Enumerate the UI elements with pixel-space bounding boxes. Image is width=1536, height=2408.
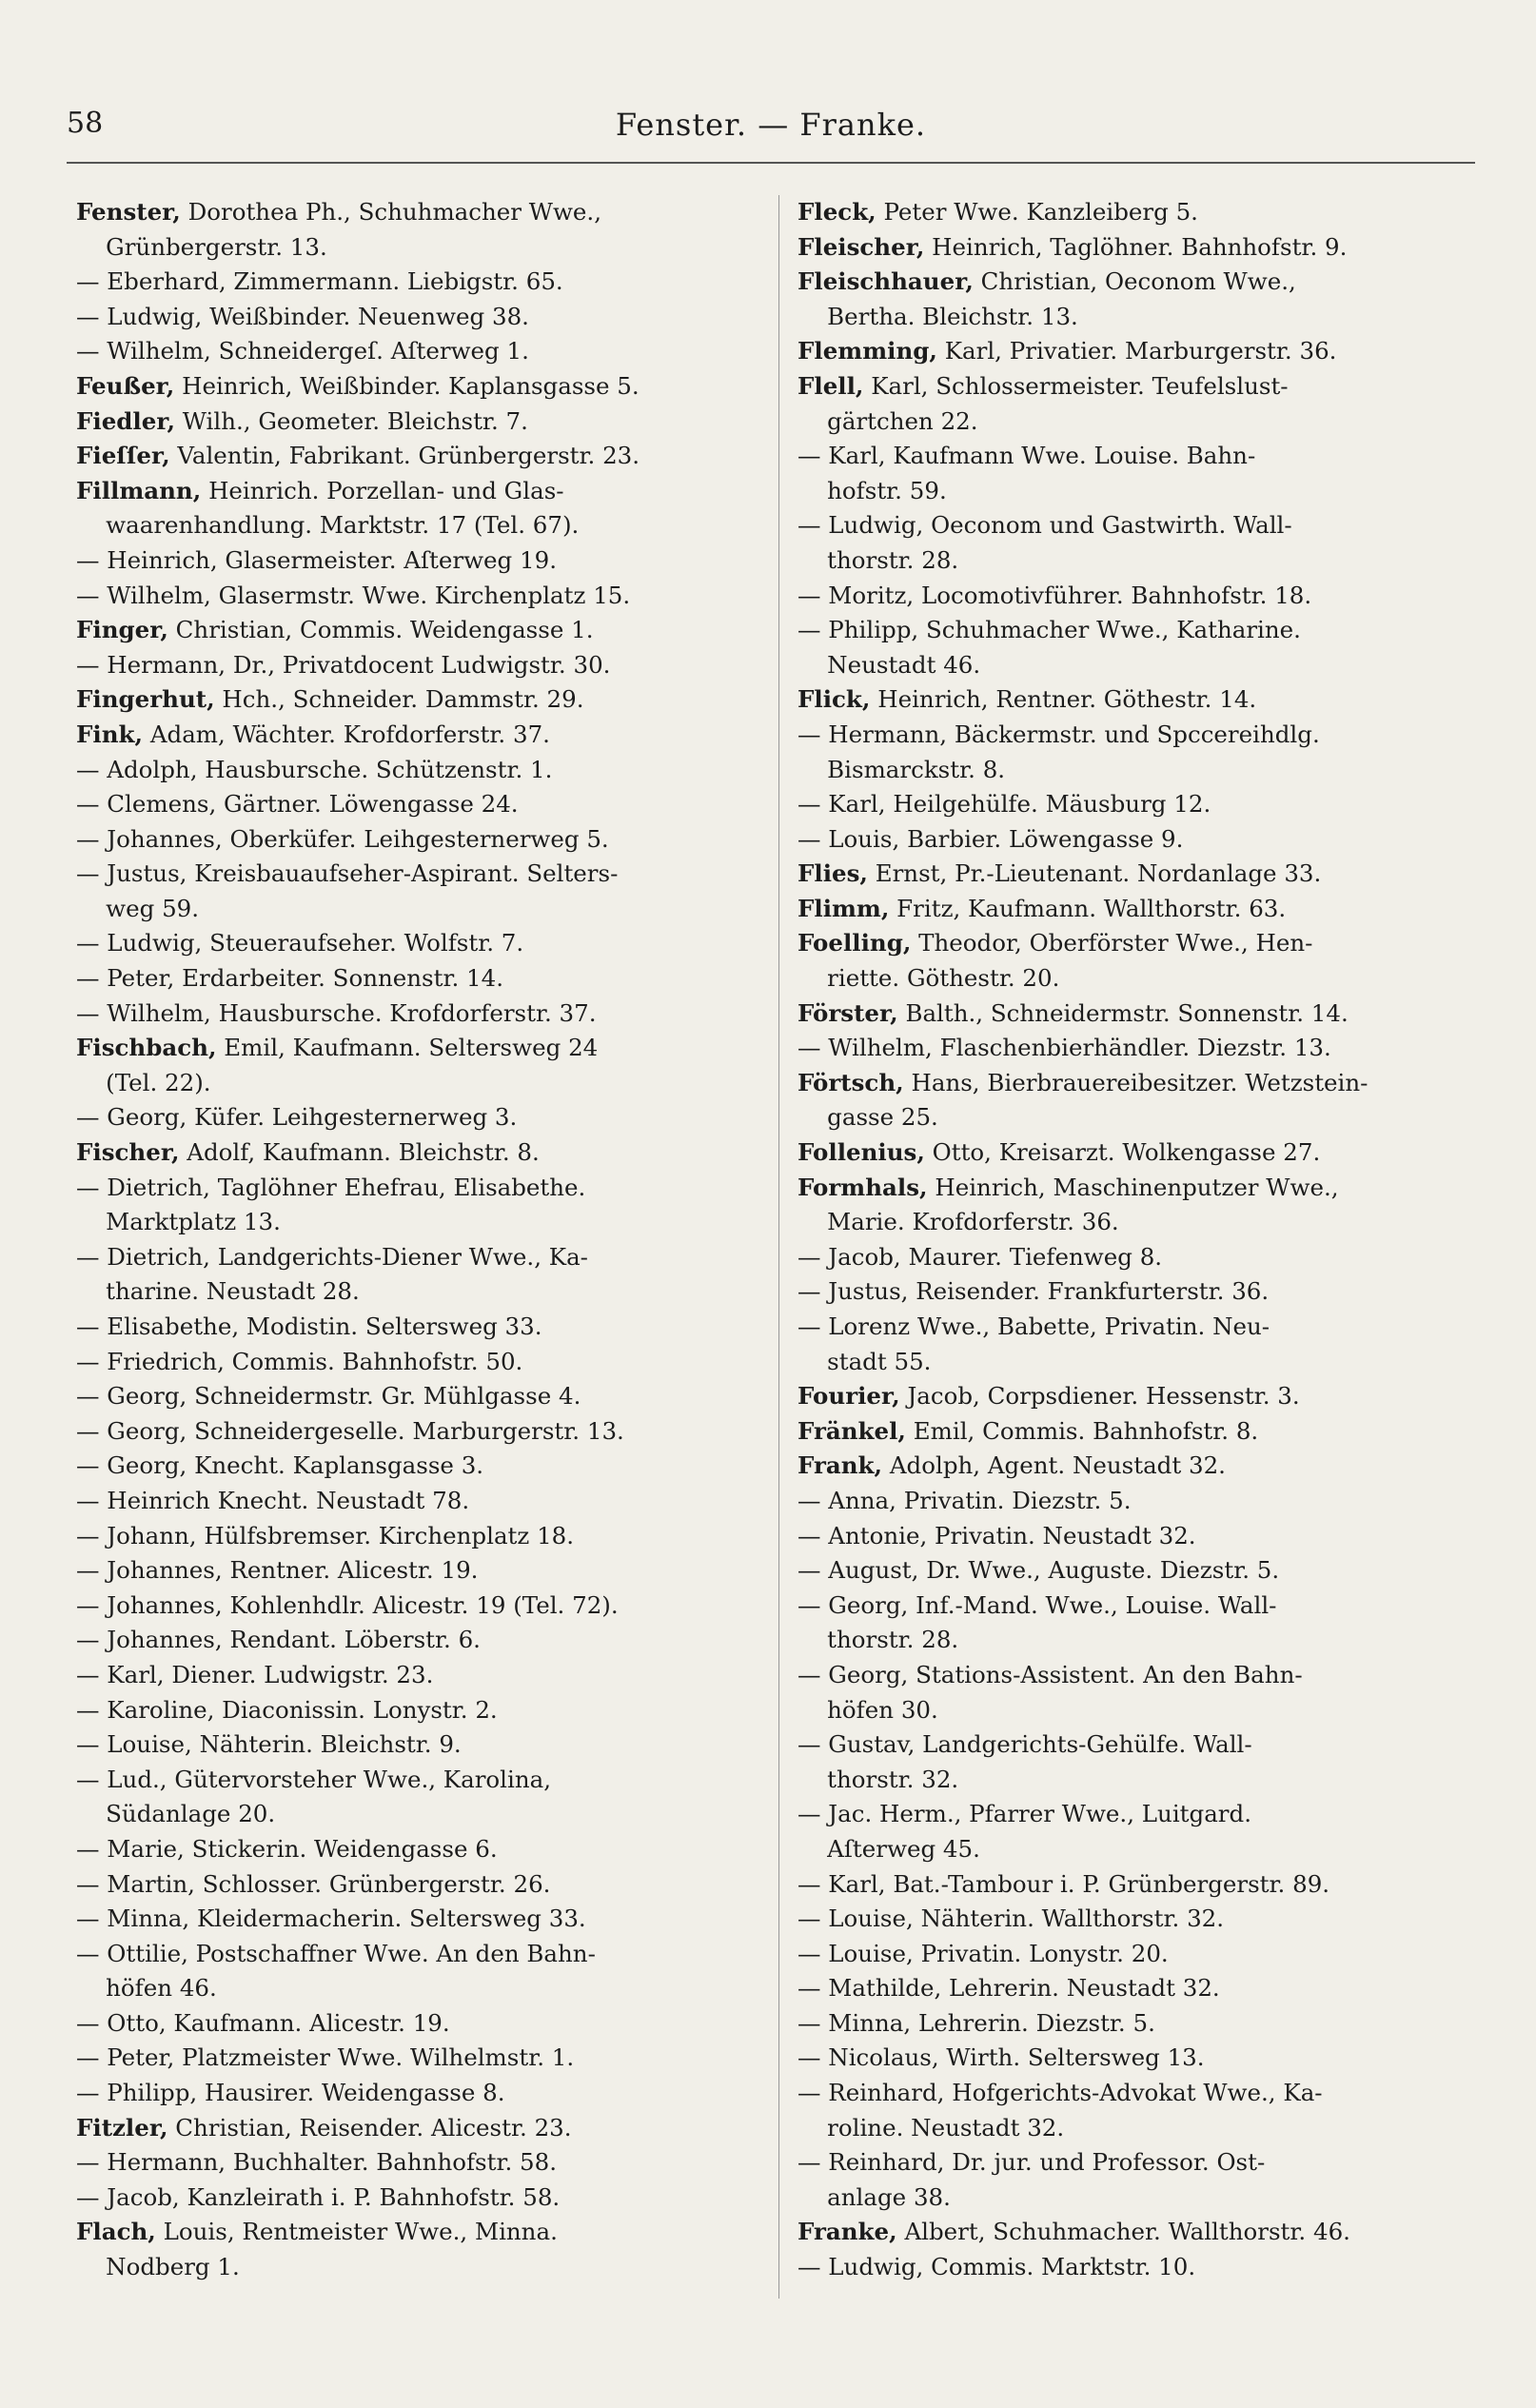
entry-text: — Hermann, Buchhalter. Bahnhofstr. 58. [76,2148,558,2177]
entry-text: — Jac. Herm., Pfarrer Wwe., Luitgard. [798,1800,1251,1828]
entry-text: — Johann, Hülfsbremser. Kirchenplatz 18. [76,1521,575,1549]
entry-text: höfen 30. [798,1695,938,1724]
surname-heading: Flimm, [798,894,890,922]
entry-text: thorstr. 28. [798,545,959,574]
directory-entry-line [76,1135,761,1171]
directory-entry-line [798,369,1483,405]
directory-entry-line [798,892,1483,927]
entry-text: — Justus, Kreisbauaufseher-Aspirant. Selters- [76,859,619,888]
entry-text: — Georg, Schneidergeselle. Marburgerstr. 13. [76,1416,624,1445]
entry-text: gasse 25. [798,1103,938,1132]
directory-entry-line [798,961,1483,997]
directory-entry-line [798,1031,1483,1066]
directory-entry-line [798,1763,1483,1798]
surname-heading: Formhals, [798,1173,928,1201]
directory-entry-line [76,2181,761,2216]
entry-text: — Ludwig, Commis. Marktstr. 10. [798,2253,1196,2281]
surname-heading: Fleischer, [798,232,925,261]
surname-heading: Fitzler, [76,2113,168,2142]
directory-entry-line [798,1379,1483,1414]
entry-text: stadt 55. [798,1347,932,1375]
directory-entry-line [798,1832,1483,1867]
directory-entry-line [76,369,761,405]
header-rule [67,162,1475,164]
directory-entry-line [76,2006,761,2042]
directory-entry-line [798,648,1483,683]
entry-text: — Justus, Reisender. Frankfurterstr. 36. [798,1277,1270,1306]
directory-entry-line [798,1484,1483,1519]
directory-entry-line [798,2215,1483,2250]
directory-entry-line [798,2145,1483,2181]
entry-text: — Friedrich, Commis. Bahnhofstr. 50. [76,1347,523,1375]
entry-text: — Ottilie, Postschaffner Wwe. An den Bahn- [76,1939,596,1967]
directory-entry-line [798,265,1483,300]
entry-text: Adolph, Agent. Neustadt 32. [882,1451,1226,1480]
directory-entry-line [76,1171,761,1206]
directory-entry-line [798,334,1483,369]
directory-entry-line [798,1867,1483,1903]
directory-entry-line [76,1100,761,1135]
entry-text: (Tel. 22). [76,1068,211,1096]
entry-text: thorstr. 28. [798,1626,959,1654]
entry-text: tharine. Neustadt 28. [76,1277,360,1306]
entry-text: Karl, Schlossermeister. Teufelslust- [863,371,1289,400]
entry-text: Karl, Privatier. Marburgerstr. 36. [936,337,1337,365]
surname-heading: Fleischhauer, [798,267,974,296]
entry-text: Heinrich, Rentner. Göthestr. 14. [870,685,1257,714]
entry-text: waarenhandlung. Marktstr. 17 (Tel. 67). [76,511,580,540]
entry-text: — Ludwig, Steueraufseher. Wolfstr. 7. [76,929,524,957]
entry-text: — Wilhelm, Schneidergeſ. Aſterweg 1. [76,337,529,365]
directory-entry-line [76,997,761,1032]
entry-text: Emil, Commis. Bahnhofstr. 8. [905,1416,1259,1445]
entry-text: anlage 38. [798,2182,951,2211]
directory-entry-line [76,1553,761,1589]
directory-entry-line [798,1171,1483,1206]
entry-text: — Karl, Kaufmann Wwe. Louise. Bahn- [798,442,1256,470]
entry-text: Fritz, Kaufmann. Wallthorstr. 63. [889,894,1287,922]
surname-heading: Förtsch, [798,1068,904,1096]
directory-entry-line [76,1240,761,1275]
entry-text: — Karl, Bat.-Tambour i. P. Grünbergerstr. 89. [798,1869,1330,1898]
entry-text: Heinrich, Taglöhner. Bahnhofstr. 9. [924,232,1348,261]
directory-entry-line [76,892,761,927]
directory-entry-line [798,1240,1483,1275]
entry-text: — Dietrich, Landgerichts-Diener Wwe., Ka- [76,1242,588,1271]
entry-text: — Ludwig, Oeconom und Gastwirth. Wall- [798,511,1292,540]
directory-entry-line [798,579,1483,614]
entry-text: Valentin, Fabrikant. Grünbergerstr. 23. [169,442,640,470]
directory-entry-line [76,822,761,858]
left-column [76,195,761,2285]
entry-text: — Eberhard, Zimmermann. Liebigstr. 65. [76,267,563,296]
entry-text: — Louise, Nähterin. Bleichstr. 9. [76,1730,462,1759]
entry-text: Adolf, Kaufmann. Bleichstr. 8. [179,1138,540,1167]
directory-entry-line [798,1205,1483,1240]
directory-entry-line [76,1623,761,1658]
entry-text: Theodor, Oberförster Wwe., Hen- [911,929,1313,957]
entry-text: — Anna, Privatin. Diezstr. 5. [798,1486,1132,1514]
directory-entry-line [798,2250,1483,2285]
entry-text: — Ludwig, Weißbinder. Neuenweg 38. [76,302,529,330]
surname-heading: Flick, [798,685,871,714]
entry-text: Otto, Kreisarzt. Wolkengasse 27. [924,1138,1321,1167]
directory-entry-line [798,1902,1483,1937]
directory-entry-line [798,1066,1483,1101]
directory-entry-line [76,543,761,579]
directory-entry-line [76,1484,761,1519]
entry-text: — Johannes, Rendant. Löberstr. 6. [76,1626,481,1654]
directory-entry-line [76,1902,761,1937]
surname-heading: Fiedler, [76,406,175,435]
directory-entry-line [76,2041,761,2076]
entry-text: — Heinrich Knecht. Neustadt 78. [76,1486,470,1514]
surname-heading: Flell, [798,371,864,400]
entry-text: Louis, Rentmeister Wwe., Minna. [155,2218,558,2246]
entry-text: Aſterweg 45. [798,1834,980,1863]
directory-entry-line [798,2041,1483,2076]
entry-text: riette. Göthestr. 20. [798,964,1060,993]
entry-text: — Hermann, Bäckermstr. und Spccereihdlg. [798,720,1320,748]
surname-heading: Fränkel, [798,1416,906,1445]
directory-entry-line [76,1066,761,1101]
directory-entry-line [76,1832,761,1867]
directory-entry-line [76,439,761,474]
directory-entry-line [76,1763,761,1798]
directory-entry-line [798,682,1483,718]
entry-text: Nodberg 1. [76,2253,240,2281]
directory-entry-line [76,508,761,543]
surname-heading: Fillmann, [76,476,202,504]
entry-text: — Minna, Lehrerin. Diezstr. 5. [798,2008,1155,2037]
surname-heading: Flemming, [798,337,937,365]
entry-text: Hans, Bierbrauereibesitzer. Wetzstein- [903,1068,1369,1096]
entry-text: — Elisabethe, Modistin. Seltersweg 33. [76,1313,542,1340]
directory-entry-line [76,1031,761,1066]
entry-text: Heinrich. Porzellan- und Glas- [201,476,564,504]
entry-text: — Georg, Inf.-Mand. Wwe., Louise. Wall- [798,1590,1277,1619]
directory-entry-line [76,579,761,614]
directory-entry-line [798,787,1483,822]
directory-entry-line [798,508,1483,543]
entry-text: — Wilhelm, Hausbursche. Krofdorferstr. 37. [76,998,597,1027]
entry-text: — Hermann, Dr., Privatdocent Ludwigstr. 30. [76,650,611,679]
entry-text: — Otto, Kaufmann. Alicestr. 19. [76,2008,450,2037]
column-divider [778,195,779,2299]
entry-text: — Marie, Stickerin. Weidengasse 6. [76,1834,498,1863]
entry-text: Grünbergerstr. 13. [76,232,327,261]
entry-text: — Jacob, Kanzleirath i. P. Bahnhofstr. 58. [76,2182,561,2211]
directory-entry-line [76,857,761,892]
entry-text: roline. Neustadt 32. [798,2113,1065,2142]
entry-text: — Antonie, Privatin. Neustadt 32. [798,1521,1196,1549]
directory-entry-line [798,405,1483,440]
directory-entry-line [76,1658,761,1693]
directory-entry-line [76,1937,761,1972]
directory-entry-line [798,997,1483,1032]
entry-text: — Peter, Platzmeister Wwe. Wilhelmstr. 1. [76,2043,575,2072]
directory-entry-line [76,1519,761,1554]
entry-text: — Karl, Diener. Ludwigstr. 23. [76,1660,434,1688]
entry-text: höfen 46. [76,1974,217,2003]
directory-entry-line [76,1274,761,1310]
entry-text: — Georg, Küfer. Leihgesternerweg 3. [76,1103,518,1132]
surname-heading: Förster, [798,998,898,1027]
directory-entry-line [798,718,1483,753]
directory-entry-line [76,718,761,753]
directory-entry-line [798,2076,1483,2111]
entry-text: — Reinhard, Hofgerichts-Advokat Wwe., Ka- [798,2079,1323,2107]
entry-text: — Philipp, Hausirer. Weidengasse 8. [76,2079,505,2107]
entry-text: gärtchen 22. [798,406,978,435]
entry-text: — Johannes, Kohlenhdlr. Alicestr. 19 (Tel. 72). [76,1590,619,1619]
entry-text: — Peter, Erdarbeiter. Sonnenstr. 14. [76,964,504,993]
page-header [67,107,1475,164]
entry-text: — Martin, Schlosser. Grünbergerstr. 26. [76,1869,551,1898]
entry-text: Adam, Wächter. Krofdorferstr. 37. [143,720,550,748]
entry-text: — Gustav, Landgerichts-Gehülfe. Wall- [798,1730,1252,1759]
surname-heading: Feußer, [76,371,175,400]
directory-entry-line [798,822,1483,858]
directory-entry-line [798,1727,1483,1763]
entry-text: — Philipp, Schuhmacher Wwe., Katharine. [798,616,1301,644]
directory-entry-line [76,648,761,683]
entry-text: — Louis, Barbier. Löwengasse 9. [798,824,1184,853]
entry-text: Christian, Reisender. Alicestr. 23. [167,2113,572,2142]
surname-heading: Fingerhut, [76,685,215,714]
directory-entry-line [798,857,1483,892]
surname-heading: Frank, [798,1451,883,1480]
directory-entry-line [76,1379,761,1414]
entry-text: Albert, Schuhmacher. Wallthorstr. 46. [896,2218,1350,2246]
page-number: 58 [67,107,104,140]
directory-entry-line [798,2181,1483,2216]
directory-entry-line [76,2215,761,2250]
entry-text: — Georg, Knecht. Kaplansgasse 3. [76,1451,484,1480]
directory-entry-line [798,439,1483,474]
surname-heading: Fleck, [798,198,876,226]
directory-entry-line [76,961,761,997]
entry-text: — Reinhard, Dr. jur. und Professor. Ost- [798,2148,1266,2177]
directory-entry-line [76,300,761,335]
entry-text: weg 59. [76,894,200,922]
directory-entry-line [798,1623,1483,1658]
directory-entry-line [76,787,761,822]
surname-heading: Fenster, [76,198,181,226]
entry-text: Balth., Schneidermstr. Sonnenstr. 14. [897,998,1349,1027]
directory-entry-line [798,1937,1483,1972]
directory-entry-line [798,926,1483,961]
surname-heading: Fischer, [76,1138,180,1167]
directory-entry-line [798,1797,1483,1832]
directory-entry-line [76,265,761,300]
surname-heading: Flach, [76,2218,156,2246]
entry-text: — Louise, Nähterin. Wallthorstr. 32. [798,1905,1225,1933]
directory-entry-line [76,195,761,230]
entry-text: Hch., Schneider. Dammstr. 29. [214,685,584,714]
directory-entry-line [798,195,1483,230]
directory-entry-line [798,474,1483,509]
entry-text: Heinrich, Maschinenputzer Wwe., [927,1173,1339,1201]
entry-text: — Jacob, Maurer. Tiefenweg 8. [798,1242,1163,1271]
entry-text: Ernst, Pr.-Lieutenant. Nordanlage 33. [867,859,1322,888]
directory-entry-line [76,230,761,266]
entry-text: Christian, Commis. Weidengasse 1. [167,616,594,644]
entry-text: Wilh., Geometer. Bleichstr. 7. [174,406,528,435]
directory-entry-line [798,2111,1483,2146]
directory-entry-line [798,1310,1483,1345]
entry-text: Bismarckstr. 8. [798,755,1006,783]
directory-entry-line [798,753,1483,788]
directory-entry-line [76,1797,761,1832]
directory-entry-line [76,2145,761,2181]
directory-entry-line [798,1658,1483,1693]
directory-entry-line [76,2076,761,2111]
directory-entry-line [76,2250,761,2285]
entry-text: — Dietrich, Taglöhner Ehefrau, Elisabethe. [76,1173,586,1201]
directory-entry-line [76,2111,761,2146]
entry-text: — Louise, Privatin. Lonystr. 20. [798,1939,1169,1967]
directory-entry-line [76,1693,761,1728]
surname-heading: Follenius, [798,1138,925,1167]
directory-entry-line [76,405,761,440]
entry-text: Peter Wwe. Kanzleiberg 5. [876,198,1198,226]
entry-text: — Johannes, Rentner. Alicestr. 19. [76,1556,479,1585]
directory-entry-line [798,1274,1483,1310]
entry-text: — August, Dr. Wwe., Auguste. Diezstr. 5. [798,1556,1280,1585]
entry-text: — Wilhelm, Flaschenbierhändler. Diezstr. 13. [798,1034,1331,1062]
entry-text: Emil, Kaufmann. Seltersweg 24 [216,1034,599,1062]
entry-text: Jacob, Corpsdiener. Hessenstr. 3. [899,1382,1300,1411]
entry-text: — Nicolaus, Wirth. Seltersweg 13. [798,2043,1205,2072]
entry-text: — Clemens, Gärtner. Löwengasse 24. [76,790,519,819]
directory-entry-line [76,1867,761,1903]
entry-text: thorstr. 32. [798,1765,959,1793]
surname-heading: Franke, [798,2218,897,2246]
directory-entry-line [798,613,1483,648]
entry-text: — Minna, Kleidermacherin. Seltersweg 33. [76,1905,586,1933]
entry-text: — Karl, Heilgehülfe. Mäusburg 12. [798,790,1211,819]
directory-entry-line [798,1553,1483,1589]
entry-text: — Georg, Stations-Assistent. An den Bahn- [798,1660,1303,1688]
entry-text: — Heinrich, Glasermeister. Aſterweg 19. [76,545,557,574]
entry-text: — Adolph, Hausbursche. Schützenstr. 1. [76,755,553,783]
directory-entry-line [76,1345,761,1380]
directory-entry-line [798,1449,1483,1484]
entry-text: — Georg, Schneidermstr. Gr. Mühlgasse 4. [76,1382,581,1411]
entry-text: — Mathilde, Lehrerin. Neustadt 32. [798,1974,1220,2003]
entry-text: Heinrich, Weißbinder. Kaplansgasse 5. [174,371,640,400]
surname-heading: Foelling, [798,929,912,957]
directory-entry-line [76,613,761,648]
entry-text: — Wilhelm, Glasermstr. Wwe. Kirchenplatz 15. [76,581,631,609]
entry-text: — Karoline, Diaconissin. Lonystr. 2. [76,1695,498,1724]
entry-text: Südanlage 20. [76,1800,276,1828]
directory-entry-line [76,1727,761,1763]
directory-entry-line [798,1971,1483,2006]
directory-entry-line [76,1971,761,2006]
directory-entry-line [76,753,761,788]
running-title: Fenster. — Franke. [615,107,927,143]
directory-entry-line [798,1135,1483,1171]
directory-entry-line [76,474,761,509]
directory-entry-line [76,926,761,961]
surname-heading: Fischbach, [76,1034,217,1062]
directory-entry-line [798,230,1483,266]
surname-heading: Fourier, [798,1382,900,1411]
entry-text: — Moritz, Locomotivführer. Bahnhofstr. 18. [798,581,1312,609]
entry-text: Bertha. Bleichstr. 13. [798,302,1078,330]
entry-text: Marie. Krofdorferstr. 36. [798,1208,1119,1236]
directory-entry-line [76,1449,761,1484]
entry-text: — Lorenz Wwe., Babette, Privatin. Neu- [798,1313,1270,1340]
surname-heading: Fink, [76,720,144,748]
entry-text: Neustadt 46. [798,650,981,679]
directory-entry-line [76,334,761,369]
directory-entry-line [76,1414,761,1450]
directory-entry-line [76,682,761,718]
directory-entry-line [798,1519,1483,1554]
directory-entry-line [798,543,1483,579]
entry-text: — Johannes, Oberküfer. Leihgesternerweg 5. [76,824,609,853]
entry-text: — Lud., Gütervorsteher Wwe., Karolina, [76,1765,552,1793]
entry-text: Dorothea Ph., Schuhmacher Wwe., [180,198,602,226]
directory-entry-line [798,1345,1483,1380]
directory-entry-line [798,300,1483,335]
right-column [798,195,1483,2285]
directory-entry-line [798,2006,1483,2042]
directory-entry-line [76,1205,761,1240]
surname-heading: Finger, [76,616,168,644]
surname-heading: Flies, [798,859,868,888]
entry-text: Christian, Oeconom Wwe., [973,267,1296,296]
directory-entry-line [76,1310,761,1345]
entry-text: Marktplatz 13. [76,1208,281,1236]
directory-entry-line [798,1414,1483,1450]
surname-heading: Fieſſer, [76,442,170,470]
entry-text: hofstr. 59. [798,476,947,504]
directory-entry-line [798,1100,1483,1135]
directory-entry-line [798,1589,1483,1624]
directory-entry-line [798,1693,1483,1728]
directory-entry-line [76,1589,761,1624]
